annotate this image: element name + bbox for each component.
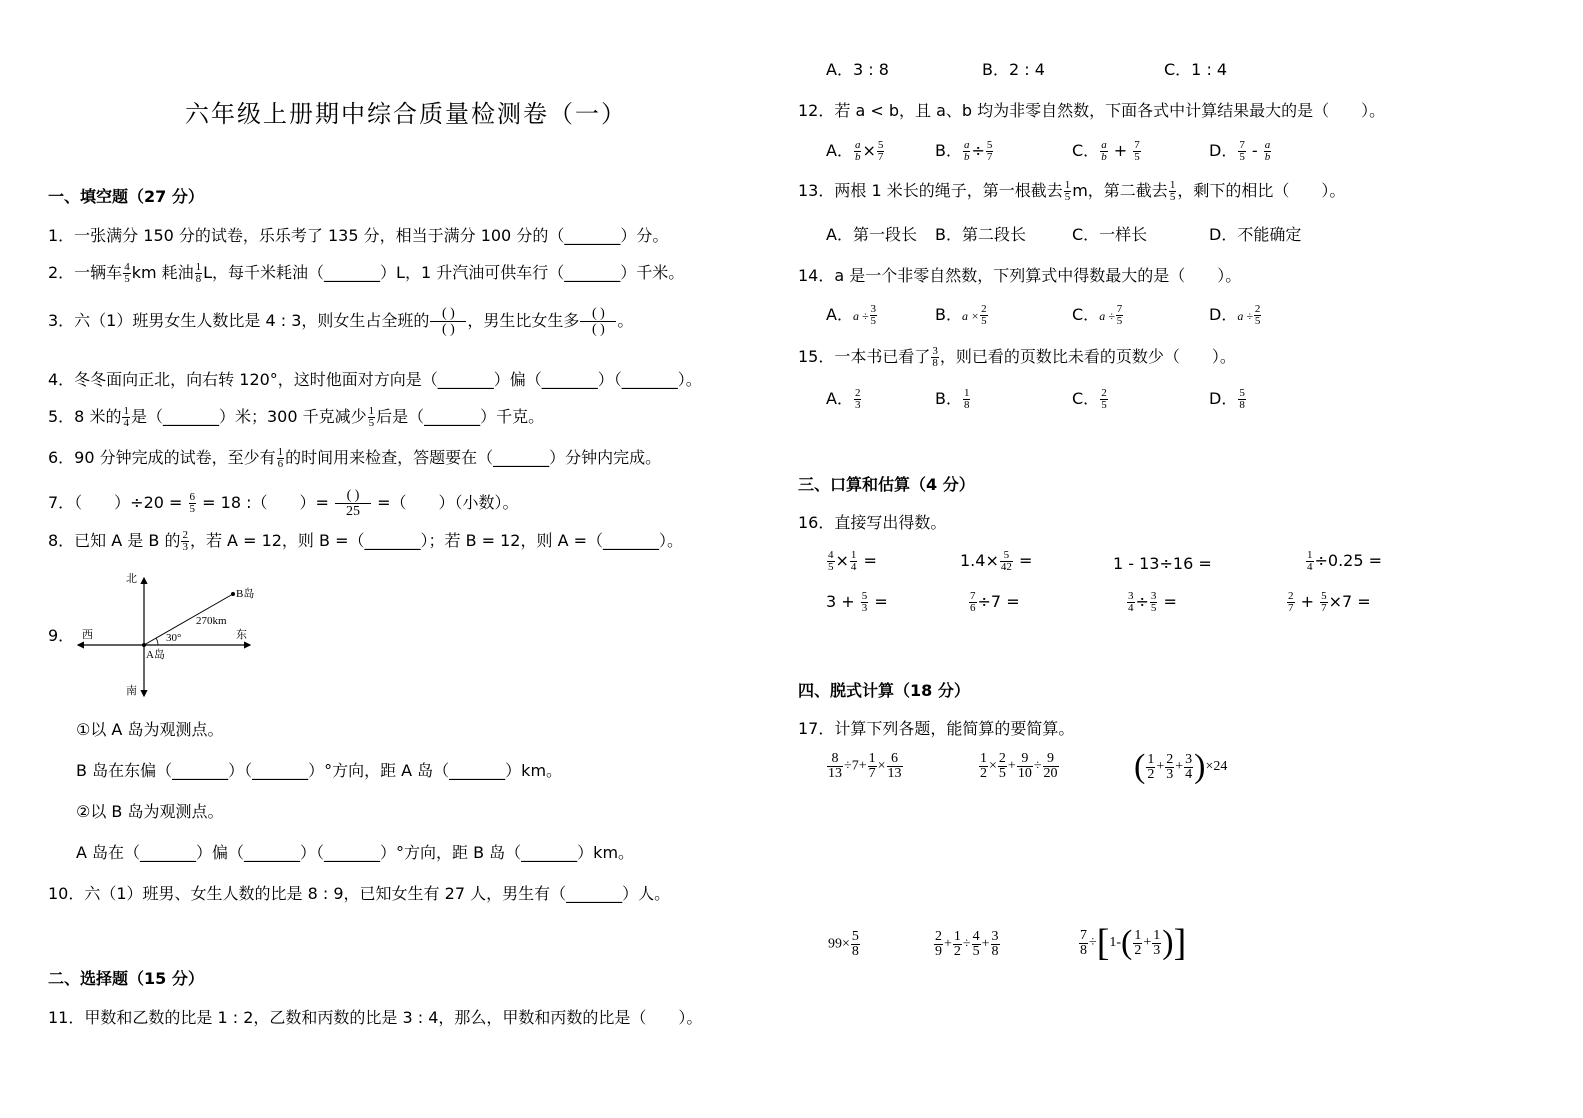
- q12-option-d[interactable]: D． $\frac{7}{5}$ - $\frac{a}{b}$: [1209, 139, 1271, 163]
- question-12: 12．若 a < b，且 a、b 均为非零自然数，下面各式中计算结果最大的是（ ）。: [798, 101, 1386, 120]
- label-angle: 30°: [166, 632, 182, 644]
- label-point-b: B岛: [236, 588, 255, 600]
- label-east: 东: [236, 629, 247, 641]
- question-9-sub2-text: A 岛在（_______）偏（_______）（_______）°方向，距 B 岛（_______）km。: [76, 843, 635, 862]
- question-9-sub1-title: ①以 A 岛为观测点。: [76, 720, 224, 739]
- fraction: $\frac{4}{5}$: [124, 261, 130, 285]
- blank-fraction[interactable]: $\frac{( )}{( )}$: [580, 306, 616, 337]
- question-9-sub1-text: B 岛在东偏（_______）（_______）°方向，距 A 岛（_______）km。: [76, 761, 563, 780]
- label-north: 北: [126, 573, 137, 585]
- question-10: 10．六（1）班男、女生人数的比是 8 : 9，已知女生有 27 人，男生有（_______）人。: [48, 884, 671, 903]
- question-13: 13．两根 1 米长的绳子，第一根截去 $\frac{1}{5}$ m，第二截去 $\frac{1}{5}$ ，剩下的相比（ ）。: [798, 179, 1346, 203]
- label-west: 西: [82, 629, 93, 641]
- q14-option-b[interactable]: B．a × $\frac{2}{5}$: [935, 303, 987, 327]
- question-9-sub2-title: ②以 B 岛为观测点。: [76, 802, 224, 821]
- q12-option-c[interactable]: C． $\frac{a}{b}$ + $\frac{7}{5}$: [1072, 139, 1140, 163]
- question-1: 1．一张满分 150 分的试卷，乐乐考了 135 分，相当于满分 100 分的（_______）分。: [48, 226, 669, 245]
- section-heading-fill-blank: 一、填空题（27 分）: [48, 187, 204, 206]
- q13-option-a[interactable]: A．第一段长: [826, 225, 917, 244]
- q15-option-a[interactable]: A． $\frac{2}{3}$: [826, 387, 861, 411]
- q17-item-5: $\frac{2}{9}$ + $\frac{1}{2}$ ÷ $\frac{4}{5}$ + $\frac{3}{8}$: [935, 929, 999, 959]
- q16-item-1: $\frac{4}{5}$ × $\frac{1}{4}$ =: [828, 549, 877, 573]
- compass-diagram: [76, 570, 266, 700]
- q16-item-6: $\frac{7}{6}$ ÷7 =: [970, 590, 1020, 614]
- question-7: 7．（ ）÷20 = $\frac{6}{5}$ = 18 :（ ）= $\frac{( )}{25}$ =（ ）（小数）。: [48, 488, 519, 519]
- q16-item-7: $\frac{3}{4}$ ÷ $\frac{3}{5}$ =: [1128, 590, 1177, 614]
- question-16: 16．直接写出得数。: [798, 513, 947, 532]
- fraction: $\frac{1}{8}$: [195, 261, 202, 285]
- question-9-number: 9．: [48, 626, 75, 645]
- question-17: 17．计算下列各题，能简算的要简算。: [798, 719, 1075, 738]
- q16-item-4: $\frac{1}{4}$ ÷0.25 =: [1307, 549, 1383, 573]
- q11-option-b[interactable]: B．2 : 4: [982, 60, 1045, 79]
- section-heading-calculation: 四、脱式计算（18 分）: [798, 681, 970, 700]
- question-11: 11．甲数和乙数的比是 1 : 2，乙数和丙数的比是 3 : 4，那么，甲数和丙数的比是（ ）。: [48, 1008, 703, 1027]
- label-south: 南: [126, 685, 137, 697]
- question-15: 15．一本书已看了 $\frac{3}{8}$ ，则已看的页数比未看的页数少（ ）。: [798, 345, 1236, 369]
- blank-fraction[interactable]: $\frac{( )}{( )}$: [430, 306, 466, 337]
- page-title: 六年级上册期中综合质量检测卷（一）: [185, 100, 627, 128]
- question-14: 14．a 是一个非零自然数，下列算式中得数最大的是（ ）。: [798, 266, 1242, 285]
- q16-item-8: $\frac{2}{7}$ + $\frac{5}{7}$ ×7 =: [1288, 590, 1371, 614]
- question-5: 5．8 米的 $\frac{1}{4}$ 是（_______）米；300 千克减少 $\frac{1}{5}$ 后是（_______）千克。: [48, 405, 545, 429]
- q16-item-3: 1 - 13÷16 =: [1113, 554, 1212, 573]
- q16-item-2: 1.4× $\frac{5}{42}$ =: [960, 549, 1033, 573]
- q15-option-d[interactable]: D． $\frac{5}{8}$: [1209, 387, 1245, 411]
- section-heading-mental-math: 三、口算和估算（4 分）: [798, 475, 975, 494]
- q17-item-2: $\frac{1}{2}$ × $\frac{2}{5}$ + $\frac{9}{10}$ ÷ $\frac{9}{20}$: [980, 751, 1058, 781]
- q17-item-1: $\frac{8}{13}$ ÷7+ $\frac{1}{7}$ × $\frac{6}{13}$: [828, 751, 902, 781]
- q17-item-4: 99× $\frac{5}{8}$: [828, 929, 859, 959]
- q16-item-5: 3 + $\frac{5}{3}$ =: [826, 590, 888, 614]
- q17-item-3: ( $\frac{1}{2}$ + $\frac{2}{3}$ + $\frac{3}{4}$ )×24: [1134, 748, 1228, 785]
- q13-option-c[interactable]: C．一样长: [1072, 225, 1148, 244]
- q11-option-a[interactable]: A．3 : 8: [826, 60, 889, 79]
- q12-option-b[interactable]: B． $\frac{a}{b}$ ÷ $\frac{5}{7}$: [935, 139, 993, 163]
- section-heading-choice: 二、选择题（15 分）: [48, 969, 204, 988]
- q14-option-d[interactable]: D．a ÷ $\frac{2}{5}$: [1209, 303, 1261, 327]
- question-4: 4．冬冬面向正北，向右转 120°，这时他面对方向是（_______）偏（_______）（_______）。: [48, 370, 702, 389]
- label-distance: 270km: [196, 615, 227, 627]
- q13-option-b[interactable]: B．第二段长: [935, 225, 1026, 244]
- q14-option-c[interactable]: C．a ÷ $\frac{7}{5}$: [1072, 303, 1123, 327]
- question-6: 6．90 分钟完成的试卷，至少有 $\frac{1}{6}$ 的时间用来检查，答题要在（_______）分钟内完成。: [48, 446, 662, 470]
- q11-option-c[interactable]: C．1 : 4: [1164, 60, 1228, 79]
- q15-option-c[interactable]: C． $\frac{2}{5}$: [1072, 387, 1107, 411]
- q13-option-d[interactable]: D．不能确定: [1209, 225, 1302, 244]
- q17-item-6: $\frac{7}{8}$ ÷[1-( $\frac{1}{2}$ + $\frac{1}{3}$ )]: [1080, 922, 1187, 964]
- question-8: 8．已知 A 是 B 的 $\frac{2}{3}$ ，若 A = 12，则 B =（_______）；若 B = 12，则 A =（_______）。: [48, 529, 684, 553]
- q15-option-b[interactable]: B． $\frac{1}{8}$: [935, 387, 970, 411]
- q14-option-a[interactable]: A．a ÷ $\frac{3}{5}$: [826, 303, 877, 327]
- question-2: 2．一辆车 $\frac{4}{5}$ km 耗油 $\frac{1}{8}$ L，每千米耗油（_______）L，1 升汽油可供车行（_______）千米。: [48, 261, 685, 285]
- q12-option-a[interactable]: A． $\frac{a}{b}$ × $\frac{5}{7}$: [826, 139, 884, 163]
- label-point-a: A岛: [146, 649, 165, 661]
- question-3: 3．六（1）班男女生人数比是 4 : 3，则女生占全班的 $\frac{( )}{( )}$ ，男生比女生多 $\frac{( )}{( )}$ 。: [48, 306, 634, 337]
